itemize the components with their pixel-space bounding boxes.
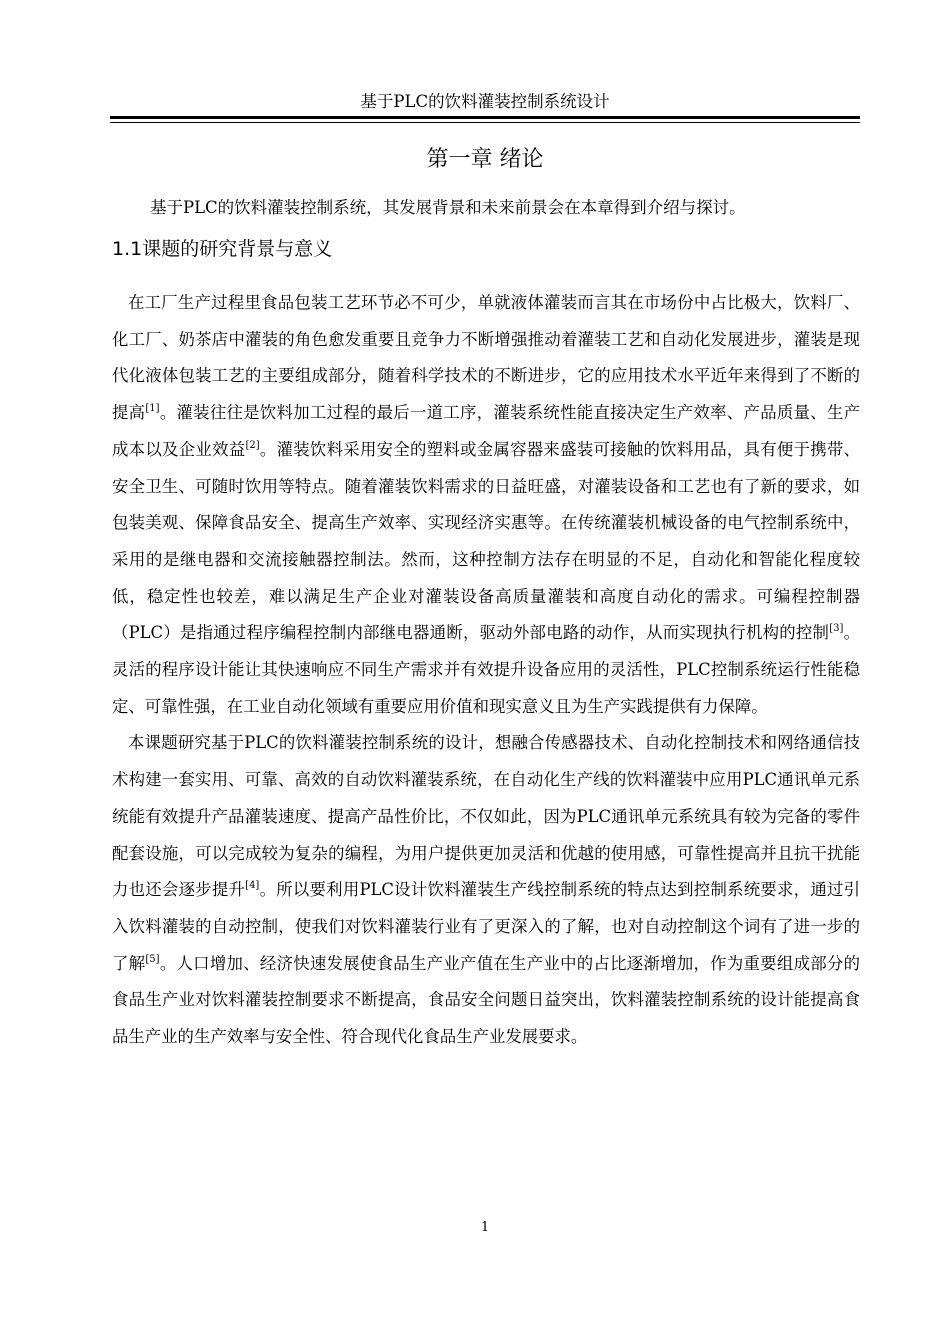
text-run: 在工厂生产过程里食品包装工艺环节必不可少，单就液体灌装而言其在市场份中占比极大，饮料厂、化工厂、奶茶店中灌装的角色愈发重要且竞争力不断增强推动着灌装工艺和自动化发展进步，灌装是现代化液体包装工艺的主要组成部分，随着科学技术的不断进步，它的应用技术水平近年来得到了不断的提高 — [112, 293, 860, 423]
section-body — [112, 285, 860, 1056]
citation-marker: [3] — [829, 623, 844, 635]
page-number: 1 — [480, 1220, 490, 1235]
header-rule-thick — [110, 116, 860, 119]
chapter-title: 第一章 绪论 — [426, 147, 544, 172]
text-run: 。人口增加、经济快速发展使食品生产业产值在生产业中的占比逐渐增加，作为重要组成部分的食品生产业对饮料灌装控制要求不断提高，食品安全问题日益突出，饮料灌装控制系统的设计能提高食品生产业的生产效率与安全性、符合现代化食品生产业发展要求。 — [112, 953, 861, 1047]
chapter-intro: 基于PLC的饮料灌装控制系统，其发展背景和未来前景会在本章得到介绍与探讨。 — [150, 198, 746, 217]
text-run: 。所以要利用PLC设计饮料灌装生产线控制系统的特点达到控制系统要求，通过引入饮料灌装的自动控制，使我们对饮料灌装行业有了更深入的了解，也对自动控制这个词有了进一步的了解 — [112, 880, 861, 973]
text-run: 。灌装往往是饮料加工过程的最后一道工序，灌装系统性能直接决定生产效率、产品质量、生产成本以及企业效益 — [112, 403, 861, 459]
citation-marker: [2] — [245, 439, 260, 451]
text-run: 本课题研究基于PLC的饮料灌装控制系统的设计，想融合传感器技术、自动化控制技术和网络通信技术构建一套实用、可靠、高效的自动饮料灌装系统，在自动化生产线的饮料灌装中应用PLC通讯单元系统能有效提升产品灌装速度、提高产品性价比，不仅如此，因为PLC通讯单元系统具有较为完备的零件配套设施，可以完成较为复杂的编程，为用户提供更加灵活和优越的使用感，可靠性提高并且抗干扰能力也还会逐步提升 — [112, 733, 860, 900]
section-title: 1.1课题的研究背景与意义 — [112, 238, 333, 260]
citation-marker: [4] — [245, 880, 260, 892]
body-paragraph — [112, 285, 860, 725]
text-run: 。灵活的程序设计能让其快速响应不同生产需求并有效提升设备应用的灵活性，PLC控制系统运行性能稳定、可靠性强，在工业自动化领域有重要应用价值和现实意义且为生产实践提供有力保障。 — [112, 623, 861, 716]
citation-marker: [5] — [145, 953, 160, 965]
citation-marker: [1] — [145, 403, 160, 415]
body-paragraph — [112, 725, 860, 1055]
text-run: 。灌装饮料采用安全的塑料或金属容器来盛装可接触的饮料用品，具有便于携带、安全卫生、可随时饮用等特点。随着灌装饮料需求的日益旺盛，对灌装设备和工艺也有了新的要求，如包装美观、保障食品安全、提高生产效率、实现经济实惠等。在传统灌装机械设备的电气控制系统中，采用的是继电器和交流接触器控制法。然而，这种控制方法存在明显的不足，自动化和智能化程度较低，稳定性也较差，难以满足生产企业对灌装设备高质量灌装和高度自动化的需求。可编程控制器（PLC）是指通过程序编程控制内部继电器通断，驱动外部电路的动作，从而实现执行机构的控制 — [112, 439, 861, 643]
header-rule-thin — [110, 122, 860, 123]
running-header: 基于PLC的饮料灌装控制系统设计 — [360, 92, 610, 111]
